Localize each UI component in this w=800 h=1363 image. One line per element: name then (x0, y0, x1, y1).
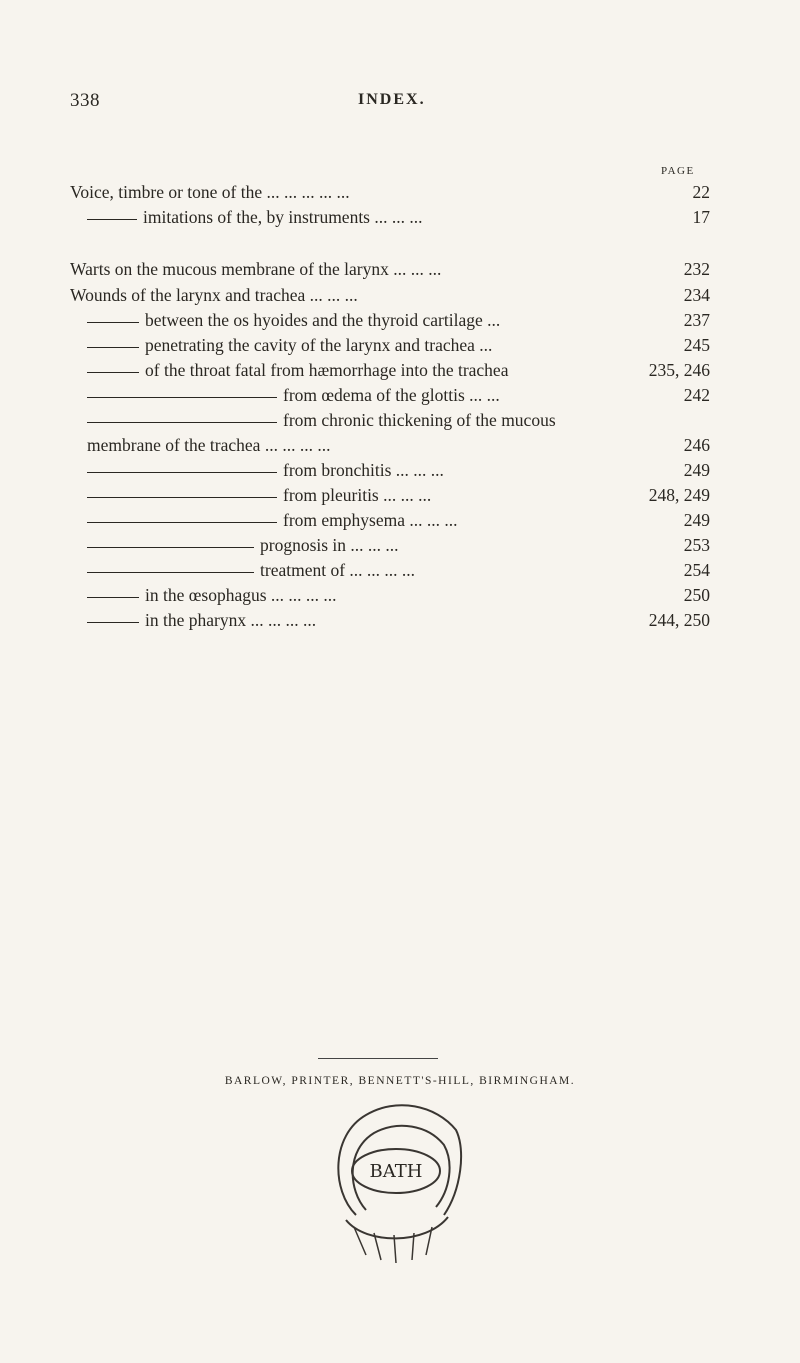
entry-text: from chronic thickening of the mucous (283, 410, 556, 430)
entry-text: from pleuritis ... ... ... (283, 485, 432, 505)
page-number: 338 (70, 90, 100, 111)
entry-text: membrane of the trachea ... ... ... ... (87, 435, 331, 455)
library-stamp (326, 1095, 466, 1265)
ditto-rule (87, 372, 139, 373)
entry-page: 237 (683, 310, 710, 330)
index-entry (0, 182, 800, 204)
entry-text: of the throat fatal from hæmorrhage into the trachea (145, 360, 509, 380)
page-header (0, 90, 800, 116)
index-entry (0, 385, 800, 407)
entry-page: 249 (683, 510, 710, 530)
entry-text: imitations of the, by instruments ... ... ... (143, 207, 423, 227)
running-title: INDEX. (358, 91, 426, 108)
index-entry (0, 360, 800, 382)
entry-text: from bronchitis ... ... ... (283, 460, 444, 480)
index-entry (0, 485, 800, 507)
index-entry (0, 610, 800, 632)
ditto-rule (87, 322, 139, 323)
ditto-rule (87, 622, 139, 623)
entry-text: Warts on the mucous membrane of the larynx ... ... ... (70, 259, 442, 279)
entry-page: 244, 250 (648, 610, 710, 630)
index-entry (0, 510, 800, 532)
entry-text: in the œsophagus ... ... ... ... (145, 585, 337, 605)
entry-text: prognosis in ... ... ... (260, 535, 399, 555)
entry-text: treatment of ... ... ... ... (260, 560, 416, 580)
index-entry (0, 560, 800, 582)
index-entry (0, 585, 800, 607)
entry-page: 242 (683, 385, 710, 405)
index-entry (0, 259, 800, 281)
index-entry (0, 335, 800, 357)
index-entry (0, 310, 800, 332)
stamp-center-text: BATH (369, 1161, 423, 1182)
index-entry (0, 460, 800, 482)
ditto-rule (87, 422, 277, 423)
ditto-rule (87, 522, 277, 523)
entry-text: Voice, timbre or tone of the ... ... ... ... ... (70, 182, 350, 202)
entry-page: 17 (692, 207, 710, 227)
page-column-label: PAGE (661, 165, 695, 177)
ditto-rule (87, 397, 277, 398)
entry-page: 253 (683, 535, 710, 555)
entry-page: 249 (683, 460, 710, 480)
footer-rule (318, 1058, 438, 1059)
entry-text: penetrating the cavity of the larynx and trachea ... (145, 335, 493, 355)
entry-text: from œdema of the glottis ... ... (283, 385, 500, 405)
entry-page: 246 (683, 435, 710, 455)
entry-page: 22 (692, 182, 710, 202)
entry-page: 235, 246 (648, 360, 710, 380)
entry-page: 234 (683, 285, 710, 305)
index-entry (0, 207, 800, 229)
entry-page: 250 (683, 585, 710, 605)
entry-page: 254 (683, 560, 710, 580)
entry-text: in the pharynx ... ... ... ... (145, 610, 317, 630)
ditto-rule (87, 572, 254, 573)
entry-page: 232 (683, 259, 710, 279)
entry-text: between the os hyoides and the thyroid cartilage ... (145, 310, 501, 330)
ditto-rule (87, 472, 277, 473)
ditto-rule (87, 547, 254, 548)
entry-text: Wounds of the larynx and trachea ... ... ... (70, 285, 358, 305)
index-entry (0, 285, 800, 307)
index-entry (0, 410, 800, 432)
ditto-rule (87, 219, 137, 220)
ditto-rule (87, 497, 277, 498)
entry-text: from emphysema ... ... ... (283, 510, 458, 530)
ditto-rule (87, 347, 139, 348)
entry-page: 248, 249 (648, 485, 710, 505)
index-entry (0, 435, 800, 457)
printer-imprint: BARLOW, PRINTER, BENNETT'S-HILL, BIRMINGHAM. (224, 1075, 576, 1087)
index-entry (0, 535, 800, 557)
entry-page: 245 (683, 335, 710, 355)
ditto-rule (87, 597, 139, 598)
